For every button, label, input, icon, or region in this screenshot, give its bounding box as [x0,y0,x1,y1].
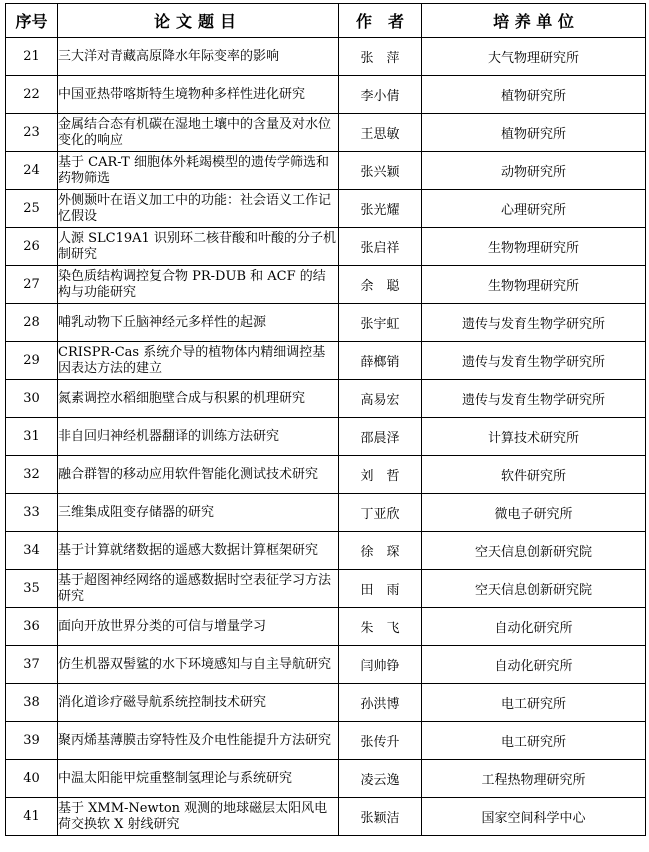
table-row [6,76,646,114]
author-name: 王思敏 [339,114,422,152]
thesis-title: 非自回归神经机器翻译的训练方法研究 [58,418,339,456]
table-row [6,38,646,76]
training-unit: 植物研究所 [422,114,646,152]
thesis-title: 哺乳动物下丘脑神经元多样性的起源 [58,304,339,342]
table-row [6,798,646,836]
thesis-title: 中温太阳能甲烷重整制氢理论与系统研究 [58,760,339,798]
table-row [6,342,646,380]
thesis-title: 三维集成阻变存储器的研究 [58,494,339,532]
training-unit: 遗传与发育生物学研究所 [422,342,646,380]
row-number: 31 [6,418,58,456]
author-name: 薛榔销 [339,342,422,380]
thesis-title: 基于计算就绪数据的遥感大数据计算框架研究 [58,532,339,570]
training-unit: 微电子研究所 [422,494,646,532]
table-row [6,152,646,190]
author-name: 张光耀 [339,190,422,228]
table-row [6,684,646,722]
thesis-title: 人源 SLC19A1 识别环二核苷酸和叶酸的分子机制研究 [58,228,339,266]
author-name: 张启祥 [339,228,422,266]
thesis-title: 基于 CAR-T 细胞体外耗竭模型的遗传学筛选和药物筛选 [58,152,339,190]
thesis-title: CRISPR-Cas 系统介导的植物体内精细调控基因表达方法的建立 [58,342,339,380]
table-row [6,456,646,494]
author-name: 邵晨泽 [339,418,422,456]
thesis-title: 消化道诊疗磁导航系统控制技术研究 [58,684,339,722]
header-no: 序号 [6,4,58,38]
author-name: 李小倩 [339,76,422,114]
thesis-table [5,3,646,836]
row-number: 37 [6,646,58,684]
training-unit: 植物研究所 [422,76,646,114]
row-number: 23 [6,114,58,152]
training-unit: 自动化研究所 [422,646,646,684]
training-unit: 心理研究所 [422,190,646,228]
row-number: 35 [6,570,58,608]
training-unit: 电工研究所 [422,722,646,760]
thesis-title: 基于超图神经网络的遥感数据时空表征学习方法研究 [58,570,339,608]
thesis-title: 融合群智的移动应用软件智能化测试技术研究 [58,456,339,494]
row-number: 22 [6,76,58,114]
author-name: 丁亚欣 [339,494,422,532]
thesis-title: 氮素调控水稻细胞壁合成与积累的机理研究 [58,380,339,418]
table-row [6,646,646,684]
row-number: 39 [6,722,58,760]
table-row [6,722,646,760]
thesis-title: 聚丙烯基薄膜击穿特性及介电性能提升方法研究 [58,722,339,760]
thesis-title: 中国亚热带喀斯特生境物种多样性进化研究 [58,76,339,114]
training-unit: 大气物理研究所 [422,38,646,76]
author-name: 张宇虹 [339,304,422,342]
author-name: 孙洪博 [339,684,422,722]
table-row [6,418,646,456]
author-name: 张颖洁 [339,798,422,836]
author-name: 张传升 [339,722,422,760]
table-body [6,38,646,836]
table-row [6,532,646,570]
row-number: 33 [6,494,58,532]
training-unit: 遗传与发育生物学研究所 [422,304,646,342]
row-number: 26 [6,228,58,266]
table-row [6,304,646,342]
table-row [6,228,646,266]
row-number: 34 [6,532,58,570]
header-unit: 培 养 单 位 [422,4,646,38]
thesis-title: 面向开放世界分类的可信与增量学习 [58,608,339,646]
row-number: 28 [6,304,58,342]
row-number: 25 [6,190,58,228]
author-name: 张 萍 [339,38,422,76]
row-number: 29 [6,342,58,380]
author-name: 高易宏 [339,380,422,418]
row-number: 27 [6,266,58,304]
training-unit: 空天信息创新研究院 [422,570,646,608]
table-row [6,494,646,532]
training-unit: 空天信息创新研究院 [422,532,646,570]
author-name: 田 雨 [339,570,422,608]
training-unit: 动物研究所 [422,152,646,190]
thesis-title: 外侧颞叶在语义加工中的功能：社会语义工作记忆假设 [58,190,339,228]
table-row [6,570,646,608]
training-unit: 计算技术研究所 [422,418,646,456]
header-row [6,4,646,38]
training-unit: 自动化研究所 [422,608,646,646]
author-name: 刘 哲 [339,456,422,494]
table-row [6,190,646,228]
table-row [6,266,646,304]
row-number: 24 [6,152,58,190]
thesis-title: 仿生机器双髻鲨的水下环境感知与自主导航研究 [58,646,339,684]
row-number: 38 [6,684,58,722]
author-name: 张兴颖 [339,152,422,190]
training-unit: 工程热物理研究所 [422,760,646,798]
thesis-title: 三大洋对青藏高原降水年际变率的影响 [58,38,339,76]
training-unit: 生物物理研究所 [422,266,646,304]
author-name: 徐 琛 [339,532,422,570]
table-row [6,380,646,418]
table-row [6,760,646,798]
author-name: 闫帅铮 [339,646,422,684]
row-number: 30 [6,380,58,418]
training-unit: 生物物理研究所 [422,228,646,266]
row-number: 32 [6,456,58,494]
thesis-title: 染色质结构调控复合物 PR-DUB 和 ACF 的结构与功能研究 [58,266,339,304]
row-number: 41 [6,798,58,836]
author-name: 凌云逸 [339,760,422,798]
training-unit: 遗传与发育生物学研究所 [422,380,646,418]
training-unit: 软件研究所 [422,456,646,494]
thesis-title: 基于 XMM-Newton 观测的地球磁层太阳风电荷交换软 X 射线研究 [58,798,339,836]
training-unit: 国家空间科学中心 [422,798,646,836]
row-number: 36 [6,608,58,646]
table-row [6,114,646,152]
row-number: 21 [6,38,58,76]
header-title: 论文题目 [58,4,339,38]
training-unit: 电工研究所 [422,684,646,722]
author-name: 余 聪 [339,266,422,304]
header-author: 作 者 [339,4,422,38]
thesis-title: 金属结合态有机碳在湿地土壤中的含量及对水位变化的响应 [58,114,339,152]
table-row [6,608,646,646]
author-name: 朱 飞 [339,608,422,646]
row-number: 40 [6,760,58,798]
